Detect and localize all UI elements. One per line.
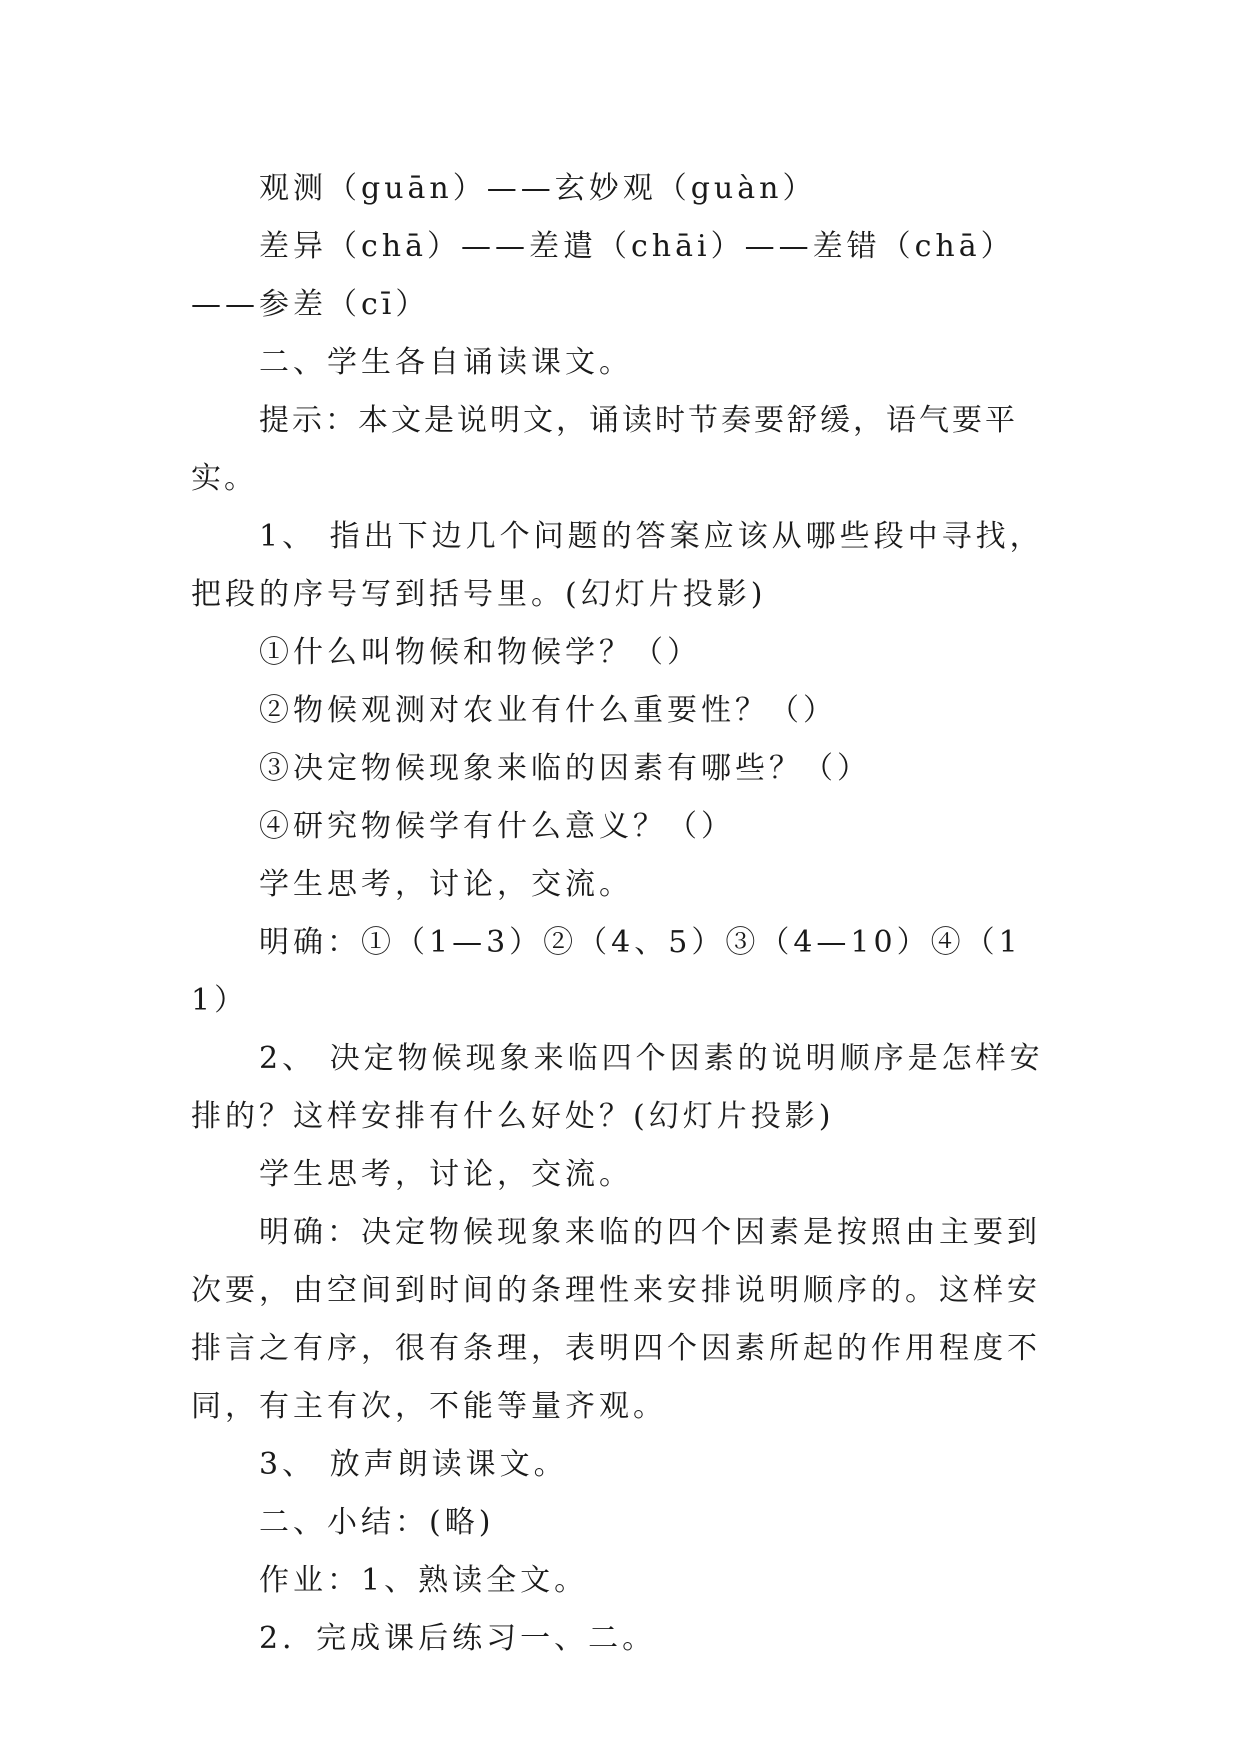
question-2: ②物候观测对农业有什么重要性？（）: [259, 693, 837, 728]
discussion-line-2: 学生思考，讨论，交流。: [259, 1157, 633, 1192]
homework-line-2: 2．完成课后练习一、二。: [259, 1621, 657, 1656]
task-1-paragraph: 1、 指出下边几个问题的答案应该从哪些段中寻找，把段的序号写到括号里。(幻灯片投影): [191, 519, 1044, 612]
question-1: ①什么叫物候和物候学？（）: [259, 635, 701, 670]
answer-line-1: 明确：①（1—3）②（4、5）③（4—10）④（11）: [191, 925, 1022, 1018]
pronunciation-line-cha: 差异（chā）——差遣（chāi）——差错（chā）——参差（cī）: [191, 229, 1015, 322]
answer-paragraph-2: 明确：决定物候现象来临的四个因素是按照由主要到次要，由空间到时间的条理性来安排说明顺序的。这样安排言之有序，很有条理，表明四个因素所起的作用程度不同，有主有次，不能等量齐观。: [191, 1215, 1041, 1424]
task-2-paragraph: 2、 决定物候现象来临四个因素的说明顺序是怎样安排的？这样安排有什么好处？(幻灯片投影): [191, 1041, 1044, 1134]
document-body: [191, 160, 1061, 1668]
question-3: ③决定物候现象来临的因素有哪些？（）: [259, 751, 871, 786]
pronunciation-line-guan: 观测（guān）——玄妙观（guàn）: [259, 171, 817, 206]
discussion-line-1: 学生思考，讨论，交流。: [259, 867, 633, 902]
task-3-paragraph: 3、 放声朗读课文。: [259, 1447, 568, 1482]
question-4: ④研究物候学有什么意义？（）: [259, 809, 735, 844]
homework-line-1: 作业：1、熟读全文。: [259, 1563, 589, 1598]
summary-heading: 二、小结：(略): [259, 1505, 495, 1540]
section-heading-recite: 二、学生各自诵读课文。: [259, 345, 633, 380]
hint-paragraph: 提示：本文是说明文，诵读时节奏要舒缓，语气要平实。: [191, 403, 1018, 496]
